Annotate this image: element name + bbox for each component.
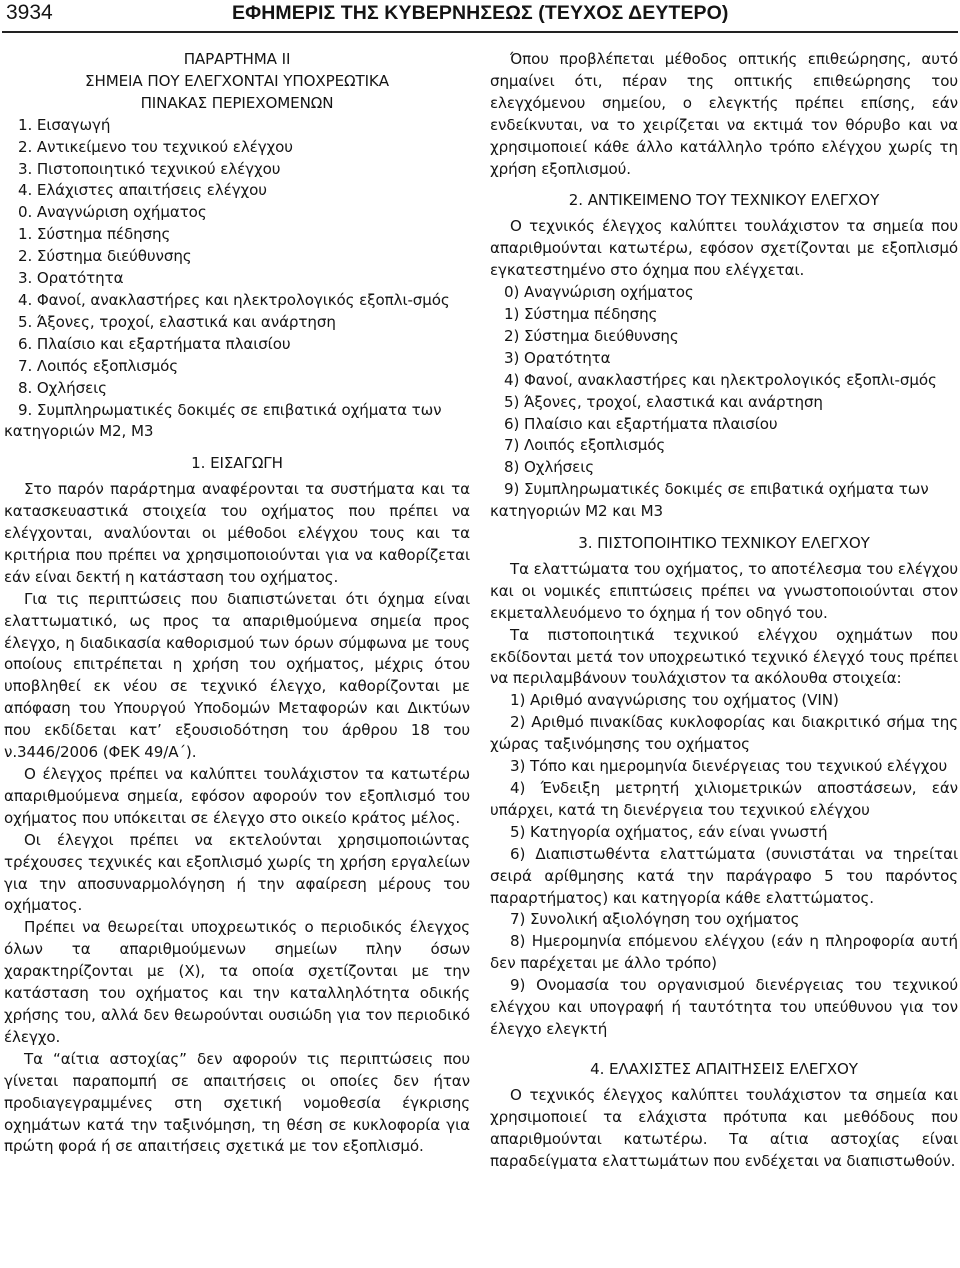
paragraph: Τα “αίτια αστοχίας” δεν αφορούν τις περιπτώσεις που γίνεται παραπομπή σε απαιτήσεις οι οποίες δεν ήταν προδιαγεγραμμένες στη σχετική νομοθεσία έγκρισης οχημάτων κατά την ταξινόμηση, τη θέση σε κυκλοφορία για πρώτη φορά ή σε απαιτήσεις σχετικά με τον εξοπλισμό.: [4, 1049, 470, 1156]
toc-item: 4. Φανοί, ανακλαστήρες και ηλεκτρολογικός εξοπλι-σμός: [18, 290, 450, 309]
toc-item: 7. Λοιπός εξοπλισμός: [18, 356, 179, 375]
list-item: 5) Άξονες, τροχοί, ελαστικά και ανάρτηση: [504, 392, 823, 411]
toc-item: 1. Σύστημα πέδησης: [18, 225, 171, 244]
section-heading: 2. ΑΝΤΙΚΕΙΜΕΝΟ ΤΟΥ ΤΕΧΝΙΚΟΥ ΕΛΕΓΧΟΥ: [568, 191, 880, 210]
list-item: 9) Ονομασία του οργανισμού διενέργειας του τεχνικού ελέγχου και υπογραφή ή ταυτότητα του υπεύθυνου για τον έλεγχο ελεγκτή: [490, 976, 958, 1038]
toc-item: 5. Άξονες, τροχοί, ελαστικά και ανάρτηση: [18, 312, 336, 331]
list-item: 6) Διαπιστωθέντα ελαττώματα (συνιστάται να τηρείται σειρά αρίθμησης κατά την παράγραφο 5 του παρόντος παραρτήματος) και κατηγορία κάθε ελαττώματος.: [490, 844, 958, 907]
annex-title: ΠΑΡΑΡΤΗΜΑ ΙΙ: [183, 50, 291, 68]
section-heading: 1. ΕΙΣΑΓΩΓΗ: [191, 454, 283, 473]
list-item: 2) Σύστημα διεύθυνσης: [504, 326, 679, 345]
list-item: 7) Λοιπός εξοπλισμός: [504, 436, 666, 455]
toc-item: 0. Αναγνώριση οχήματος: [18, 203, 207, 222]
list-item: 3) Ορατότητα: [504, 348, 611, 367]
paragraph: Ο τεχνικός έλεγχος καλύπτει τουλάχιστον τα σημεία και χρησιμοποιεί τα ελάχιστα πρότυπα και μεθόδους που απαριθμούνται κατωτέρω. Τα αίτια αστοχίας είναι παραδείγματα ελαττωμάτων που ενδέχεται να διαπιστωθούν.: [490, 1085, 958, 1170]
annex-subtitle: ΣΗΜΕΙΑ ΠΟΥ ΕΛΕΓΧΟΝΤΑΙ ΥΠΟΧΡΕΩΤΙΚΑ: [85, 71, 389, 90]
list-item: 8) Ημερομηνία επόμενου ελέγχου (εάν η πληροφορία αυτή δεν παρέχεται με άλλο τρόπο): [490, 932, 958, 973]
toc-item: 3. Ορατότητα: [18, 269, 124, 288]
toc-title: ΠΙΝΑΚΑΣ ΠΕΡΙΕΧΟΜΕΝΩΝ: [140, 93, 334, 112]
list-item: 3) Τόπο και ημερομηνία διενέργειας του τεχνικού ελέγχου: [510, 757, 948, 776]
list-item: 7) Συνολική αξιολόγηση του οχήματος: [510, 910, 800, 929]
toc-item: 3. Πιστοποιητικό τεχνικού ελέγχου: [18, 159, 281, 178]
paragraph: Τα ελαττώματα του οχήματος, το αποτέλεσμα του ελέγχου και οι νομικές επιπτώσεις πρέπει να γνωστοποιούνται στον εκμεταλλευόμενο το όχημα ή τον οδηγό του.: [490, 559, 958, 622]
paragraph: Στο παρόν παράρτημα αναφέρονται τα συστήματα και τα κατασκευαστικά στοιχεία του οχήματος που πρέπει να ελέγχονται, αναλύονται οι μέθοδοι ελέγχου τους και τα κριτήρια που πρέπει να χρησιμοποιούνται για να καθορίζεται εάν είναι δεκτή η κατάσταση του οχήματος.: [4, 480, 470, 586]
list-item: 4) Ένδειξη μετρητή χιλιομετρικών αποστάσεων, εάν υπάρχει, κατά τη διενέργεια του τεχνικού ελέγχου: [490, 779, 958, 819]
header-rule: [2, 31, 958, 33]
list-item: 0) Αναγνώριση οχήματος: [504, 283, 694, 302]
section-heading: 4. ΕΛΑΧΙΣΤΕΣ ΑΠΑΙΤΗΣΕΙΣ ΕΛΕΓΧΟΥ: [590, 1059, 858, 1078]
toc-item: 2. Αντικείμενο του τεχνικού ελέγχου: [18, 137, 293, 156]
paragraph: Όπου προβλέπεται μέθοδος οπτικής επιθεώρησης, αυτό σημαίνει ότι, πέραν της οπτικής επιθεώρησης του ελεγχόμενου σημείου, ο ελεγκτής πρέπει επίσης, εάν ενδείκνυται, να το χειρίζεται να εκτιμά τον θόρυβο και να χρησιμοποιεί κάθε άλλο κατάλληλο τρόπο ελέγχου χωρίς τη χρήση εξοπλισμού.: [490, 50, 958, 178]
paragraph: Οι έλεγχοι πρέπει να εκτελούνται χρησιμοποιώντας τρέχουσες τεχνικές και εξοπλισμό χωρίς τη χρήση εργαλείων για την αποσυναρμολόγηση ή την αφαίρεση μέρους του οχήματος.: [4, 830, 470, 915]
toc-item: 2. Σύστημα διεύθυνσης: [18, 247, 192, 266]
toc-item: 6. Πλαίσιο και εξαρτήματα πλαισίου: [18, 334, 291, 353]
toc-item: 1. Εισαγωγή: [18, 115, 111, 134]
list-item: 5) Κατηγορία οχήματος, εάν είναι γνωστή: [510, 822, 828, 841]
toc-item: 9. Συμπληρωματικές δοκιμές σε επιβατικά οχήματα των κατηγοριών M2, M3: [4, 400, 442, 441]
paragraph: Για τις περιπτώσεις που διαπιστώνεται ότι όχημα είναι ελαττωματικό, ως προς τα απαριθμούμενα σημεία προς έλεγχο, η διαδικασία καθορισμού των όρων σύμφωνα με τους οποίους επιτρέπεται η χρήση του οχήματος, μέχρις ότου υποβληθεί εκ νέου σε τεχνικό έλεγχο, καθορίζονται με απόφαση του Υπουργού Υποδομών Μεταφορών και Δικτύων που εκδίδεται κατ’ εξουσιοδότηση του άρθρου 18 του ν.3446/2006 (ΦΕΚ 49/Α΄).: [4, 589, 470, 762]
gazette-title: ΕΦΗΜΕΡΙΣ ΤΗΣ ΚΥΒΕΡΝΗΣΕΩΣ (ΤΕΥΧΟΣ ΔΕΥΤΕΡΟ): [232, 2, 729, 24]
toc-item: 8. Οχλήσεις: [18, 378, 107, 397]
list-item: 8) Οχλήσεις: [504, 458, 594, 477]
list-item: 6) Πλαίσιο και εξαρτήματα πλαισίου: [504, 414, 778, 433]
list-item: 1) Αριθμό αναγνώρισης του οχήματος (VIN): [510, 691, 839, 710]
left-column: [4, 49, 470, 1158]
page-number: 3934: [6, 1, 53, 24]
section-heading: 3. ΠΙΣΤΟΠΟΙΗΤΙΚΟ ΤΕΧΝΙΚΟΥ ΕΛΕΓΧΟΥ: [578, 534, 870, 553]
list-item: 2) Αριθμό πινακίδας κυκλοφορίας και διακριτικό σήμα της χώρας ταξινόμησης του οχήματος: [490, 713, 958, 754]
paragraph: Τα πιστοποιητικά τεχνικού ελέγχου οχημάτων που εκδίδονται μετά τον υποχρεωτικό τεχνικό έλεγχό τους πρέπει να περιλαμβάνουν τουλάχιστον τα ακόλουθα στοιχεία:: [490, 625, 958, 688]
paragraph: Ο έλεγχος πρέπει να καλύπτει τουλάχιστον τα κατωτέρω απαριθμούμενα σημεία, εφόσον αφορούν τον εξοπλισμό του οχήματος που υπόκειται σε έλεγχο στο οικείο κράτος μέλος.: [4, 765, 470, 827]
toc-item: 4. Ελάχιστες απαιτήσεις ελέγχου: [18, 181, 267, 200]
list-item: 1) Σύστημα πέδησης: [504, 304, 658, 323]
page-header: [0, 0, 960, 30]
list-item: 4) Φανοί, ανακλαστήρες και ηλεκτρολογικός εξοπλι-σμός: [504, 370, 937, 389]
right-column: [490, 49, 958, 1172]
paragraph: Πρέπει να θεωρείται υποχρεωτικός ο περιοδικός έλεγχος όλων τα απαριθμούμενων σημείων πλην όσων χαρακτηρίζονται με (Χ), τα οποία σχετίζονται με την κατάσταση του οχήματος και την καταλληλότητα οδικής χρήσης του, αλλά δεν θεωρούνται ουσιώδη για τον περιοδικό έλεγχο.: [4, 918, 470, 1046]
paragraph: Ο τεχνικός έλεγχος καλύπτει τουλάχιστον τα σημεία που απαριθμούνται κατωτέρω, εφόσον σχετίζονται με εξοπλισμό εγκατεστημένο στο όχημα που ελέγχεται.: [490, 217, 958, 280]
list-item: 9) Συμπληρωματικές δοκιμές σε επιβατικά οχήματα των κατηγοριών M2 και M3: [490, 480, 929, 521]
